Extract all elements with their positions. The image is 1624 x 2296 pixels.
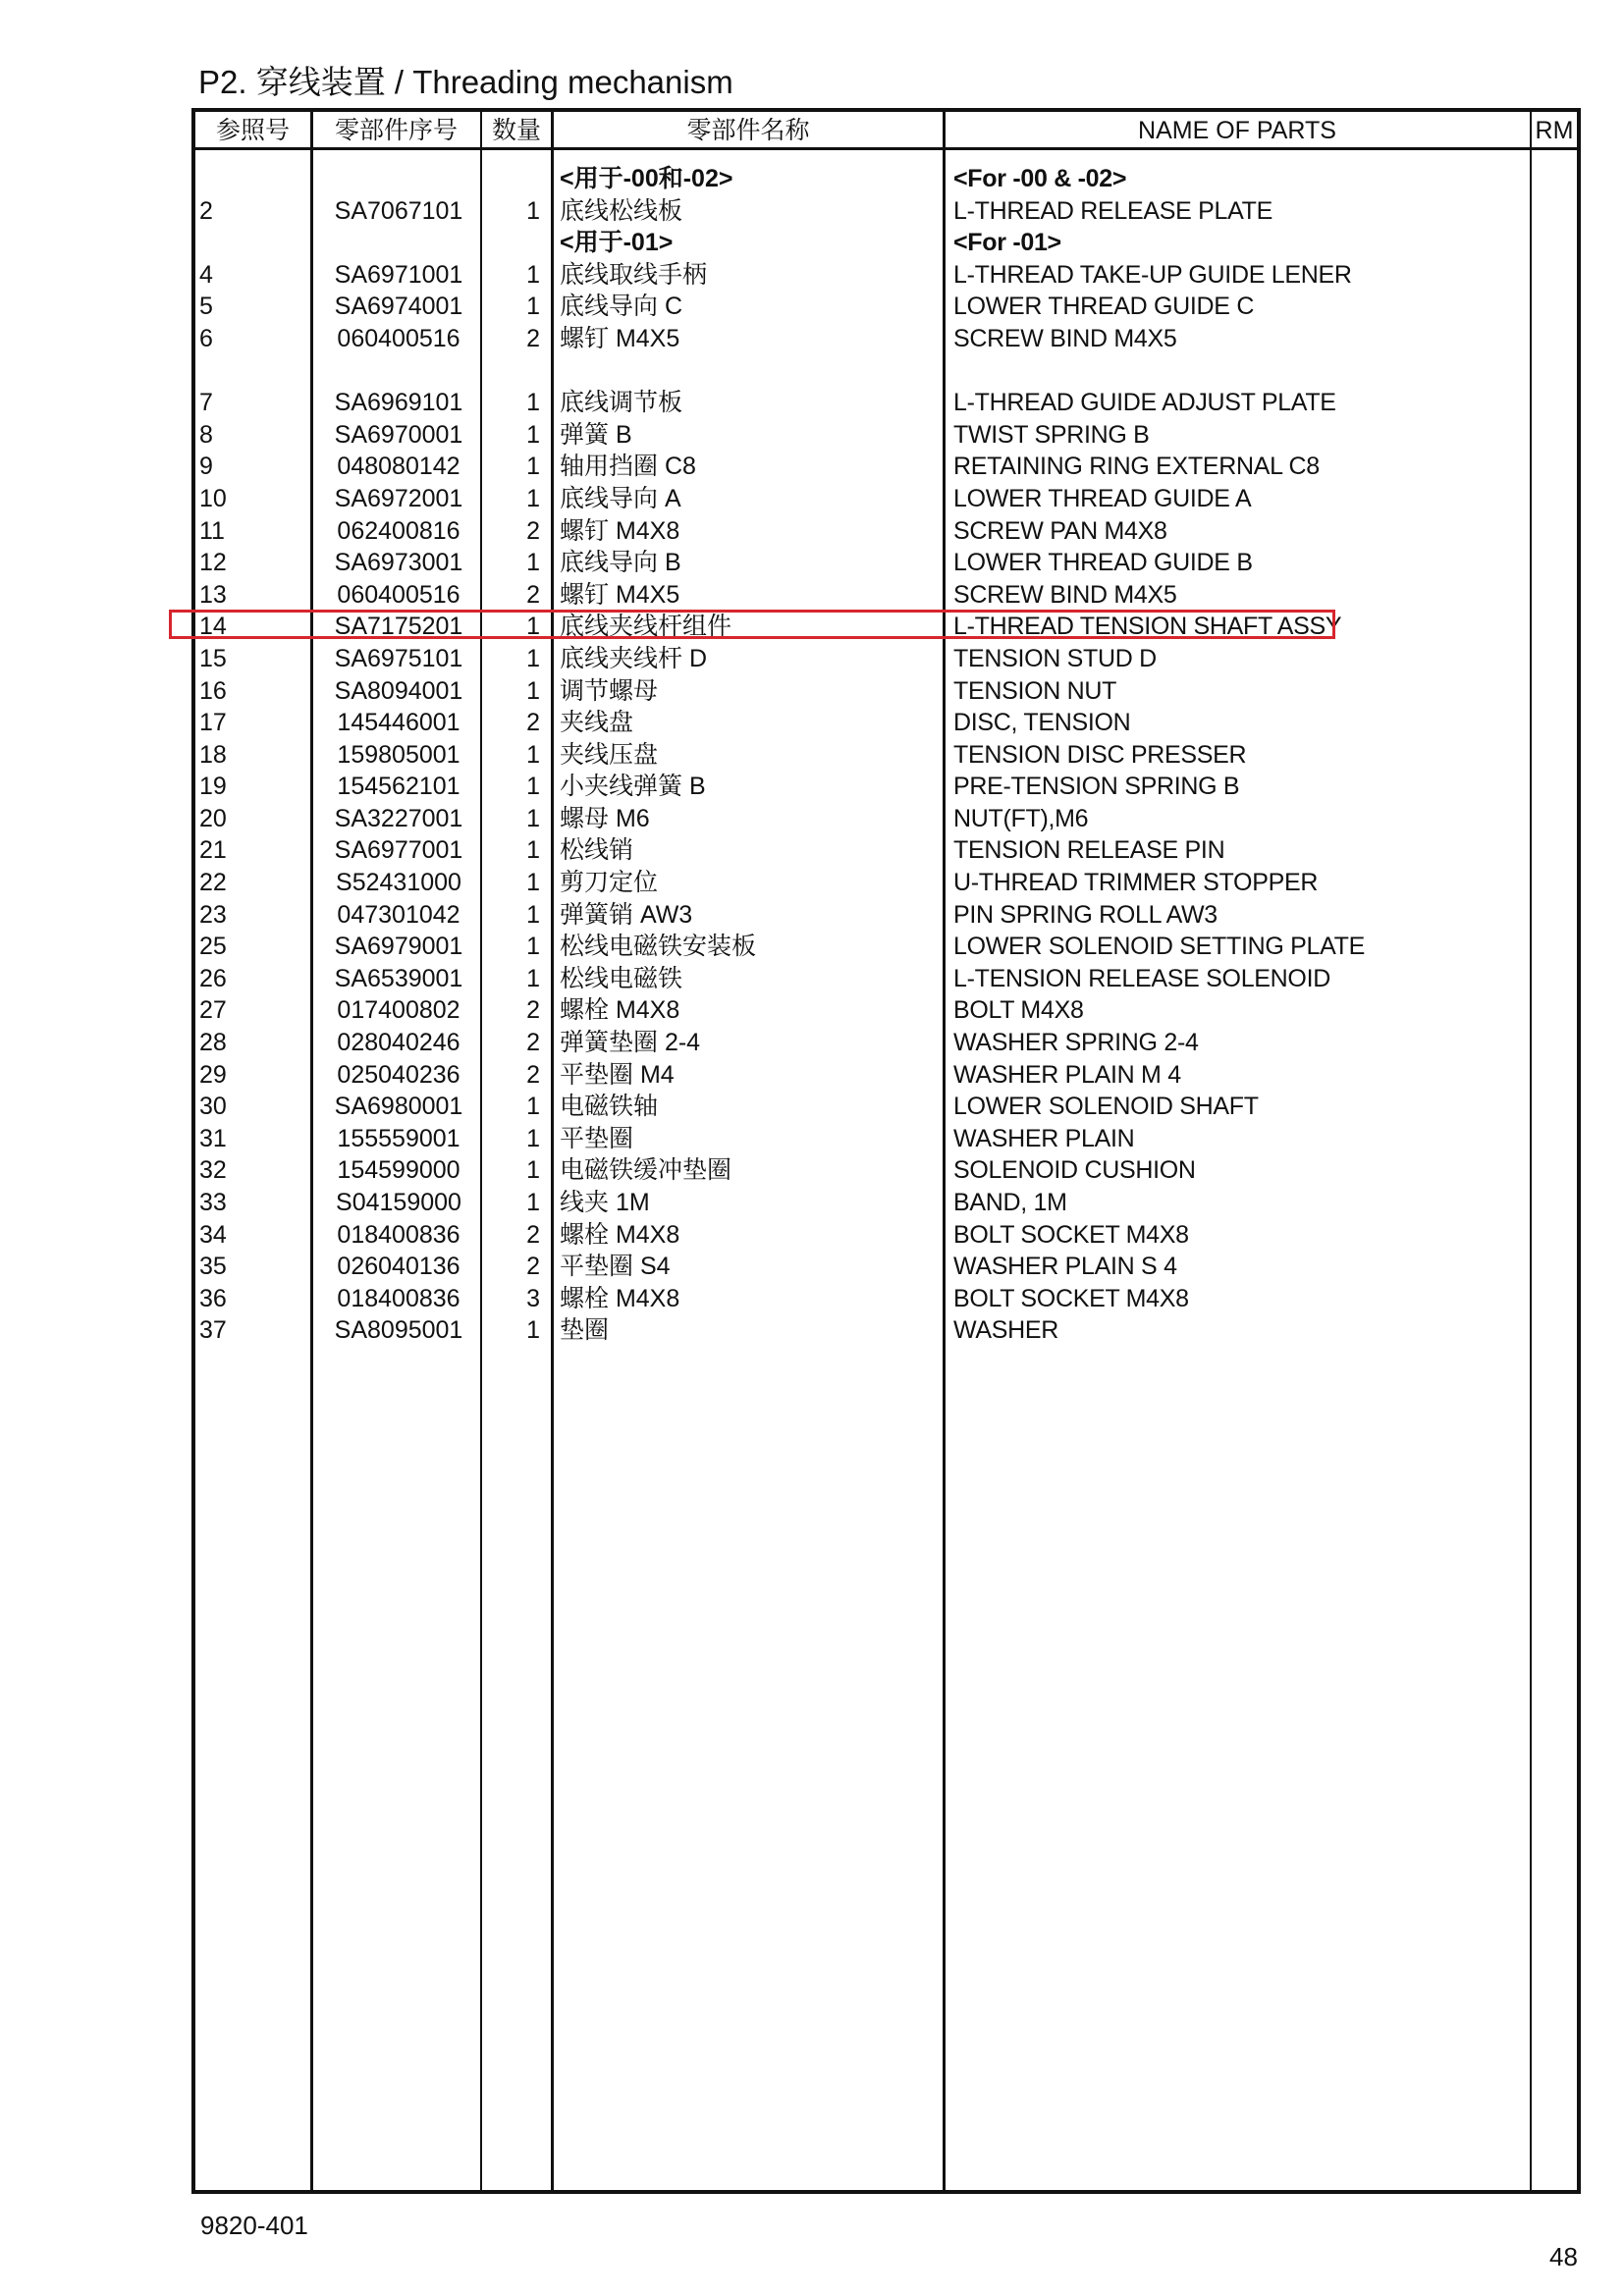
cell-qty: 1	[526, 484, 540, 512]
cell-name-en: PRE-TENSION SPRING B	[953, 773, 1240, 801]
cell-name-en: L-THREAD GUIDE ADJUST PLATE	[953, 389, 1336, 417]
cell-part-no: SA3227001	[334, 804, 463, 832]
cell-name-cn: 平垫圈 S4	[560, 1253, 671, 1281]
doc-code: 9820-401	[200, 2211, 308, 2240]
cell-ref: 17	[199, 709, 227, 737]
cell-part-no: 155559001	[337, 1124, 460, 1152]
cell-part-no: SA6972001	[334, 484, 463, 512]
cell-ref: 25	[199, 933, 227, 961]
table-row	[195, 515, 1577, 548]
cell-name-en: LOWER THREAD GUIDE B	[953, 549, 1253, 577]
cell-name-en: WASHER	[953, 1316, 1059, 1345]
cell-name-cn: 调节螺母	[560, 676, 659, 705]
cell-name-cn: 平垫圈 M4	[560, 1060, 675, 1089]
cell-ref: 21	[199, 836, 227, 865]
cell-part-no: SA6970001	[334, 420, 463, 449]
cell-ref: 10	[199, 484, 227, 512]
cell-ref: 34	[199, 1220, 227, 1249]
cell-name-en: WASHER PLAIN	[953, 1124, 1135, 1152]
cell-qty: 1	[526, 676, 540, 705]
cell-name-cn: 垫圈	[560, 1316, 610, 1345]
cell-name-en: SCREW BIND M4X5	[953, 580, 1177, 609]
cell-name-en: LOWER THREAD GUIDE C	[953, 293, 1255, 321]
cell-qty: 1	[526, 964, 540, 992]
cell-part-no: SA6975101	[334, 644, 463, 672]
cell-part-no: 026040136	[337, 1253, 460, 1281]
cell-name-en: WASHER SPRING 2-4	[953, 1029, 1199, 1057]
cell-name-en: LOWER SOLENOID SETTING PLATE	[953, 933, 1365, 961]
table-row	[195, 1219, 1577, 1252]
cell-ref: 29	[199, 1060, 227, 1089]
cell-ref: 7	[199, 389, 213, 417]
table-row	[195, 547, 1577, 579]
table-row	[195, 1251, 1577, 1283]
table-body	[195, 163, 1577, 1347]
cell-name-cn: 底线夹线杆组件	[560, 613, 732, 641]
cell-part-no: SA8095001	[334, 1316, 463, 1345]
cell-name-en: RETAINING RING EXTERNAL C8	[953, 453, 1320, 481]
table-row	[195, 963, 1577, 995]
table-row	[195, 1314, 1577, 1347]
cell-name-cn: 弹簧垫圈 2-4	[560, 1029, 701, 1057]
table-row	[195, 899, 1577, 932]
cell-name-cn: 螺母 M6	[560, 804, 650, 832]
table-row	[195, 803, 1577, 835]
cell-name-cn: 底线松线板	[560, 196, 683, 225]
cell-ref: 32	[199, 1156, 227, 1185]
cell-qty: 2	[526, 1253, 540, 1281]
page-number: 48	[1549, 2242, 1578, 2271]
cell-part-no: SA6539001	[334, 964, 463, 992]
cell-part-no: 025040236	[337, 1060, 460, 1089]
cell-qty: 2	[526, 996, 540, 1025]
table-row	[195, 483, 1577, 515]
table-row	[195, 1154, 1577, 1187]
table-row	[195, 834, 1577, 867]
cell-name-cn: 底线夹线杆 D	[560, 644, 708, 672]
table-row	[195, 643, 1577, 675]
cell-qty: 3	[526, 1284, 540, 1312]
cell-part-no: 028040246	[337, 1029, 460, 1057]
cell-part-no: 154599000	[337, 1156, 460, 1185]
cell-ref: 22	[199, 869, 227, 897]
cell-name-en: TENSION DISC PRESSER	[953, 740, 1247, 769]
cell-name-cn: 小夹线弹簧 B	[560, 773, 706, 801]
cell-name-en: U-THREAD TRIMMER STOPPER	[953, 869, 1319, 897]
header-qty: 数量	[491, 117, 541, 144]
cell-name-en: SCREW PAN M4X8	[953, 516, 1167, 545]
cell-name-en: WASHER PLAIN S 4	[953, 1253, 1177, 1281]
cell-part-no: S04159000	[336, 1189, 461, 1216]
cell-name-en: L-THREAD TAKE-UP GUIDE LENER	[953, 260, 1352, 289]
cell-part-no: SA7175201	[334, 613, 463, 641]
cell-part-no: 060400516	[337, 324, 460, 352]
cell-part-no: SA6974001	[334, 293, 463, 321]
cell-qty: 2	[526, 709, 540, 737]
cell-ref: 18	[199, 740, 227, 769]
cell-name-en: SOLENOID CUSHION	[953, 1156, 1196, 1185]
parts-table	[191, 108, 1581, 2194]
cell-ref: 6	[199, 324, 213, 352]
cell-part-no: SA6973001	[334, 549, 463, 577]
table-row	[195, 419, 1577, 452]
cell-qty: 1	[526, 1156, 540, 1185]
cell-name-cn: 螺钉 M4X5	[560, 324, 680, 352]
cell-ref: 28	[199, 1029, 227, 1057]
cell-name-cn: 螺栓 M4X8	[560, 1284, 680, 1312]
table-row	[195, 291, 1577, 323]
cell-name-cn: 底线导向 C	[560, 293, 683, 321]
table-row	[195, 994, 1577, 1027]
cell-qty: 1	[526, 293, 540, 321]
table-row	[195, 931, 1577, 963]
cell-name-en: TWIST SPRING B	[953, 420, 1150, 449]
cell-qty: 1	[526, 740, 540, 769]
cell-name-en: <For -01>	[953, 229, 1061, 257]
cell-name-cn: 夹线盘	[560, 709, 634, 737]
cell-qty: 2	[526, 1220, 540, 1249]
table-row	[195, 1123, 1577, 1155]
cell-name-en: BOLT SOCKET M4X8	[953, 1284, 1189, 1312]
cell-name-en: LOWER SOLENOID SHAFT	[953, 1093, 1259, 1121]
table-row	[195, 771, 1577, 803]
cell-qty: 1	[526, 1093, 540, 1121]
cell-ref: 31	[199, 1124, 227, 1152]
cell-name-en: DISC, TENSION	[953, 709, 1131, 737]
cell-ref: 13	[199, 580, 227, 609]
table-row	[195, 323, 1577, 355]
cell-name-cn: 弹簧 B	[560, 420, 632, 449]
cell-ref: 30	[199, 1093, 227, 1121]
table-row	[195, 1187, 1577, 1219]
cell-name-cn: 螺钉 M4X5	[560, 580, 680, 609]
cell-name-cn: 松线电磁铁	[560, 964, 683, 992]
cell-ref: 37	[199, 1316, 227, 1345]
cell-name-en: SCREW BIND M4X5	[953, 324, 1177, 352]
cell-qty: 1	[526, 453, 540, 481]
table-row	[195, 163, 1577, 195]
cell-qty: 1	[526, 869, 540, 897]
cell-qty: 2	[526, 580, 540, 609]
table-row	[195, 1091, 1577, 1123]
table-row	[195, 387, 1577, 419]
cell-qty: 2	[526, 324, 540, 352]
cell-name-en: WASHER PLAIN M 4	[953, 1060, 1181, 1089]
cell-qty: 1	[526, 644, 540, 672]
header-rm: RM	[1535, 117, 1574, 144]
cell-qty: 1	[526, 773, 540, 801]
table-row	[195, 675, 1577, 708]
cell-name-en: BOLT M4X8	[953, 996, 1084, 1025]
cell-part-no: 018400836	[337, 1284, 460, 1312]
cell-part-no: 154562101	[337, 773, 460, 801]
cell-qty: 1	[526, 260, 540, 289]
cell-name-en: L-TENSION RELEASE SOLENOID	[953, 964, 1330, 992]
table-row	[195, 1027, 1577, 1059]
cell-name-en: TENSION NUT	[953, 676, 1117, 705]
cell-ref: 8	[199, 420, 213, 449]
cell-name-en: NUT(FT),M6	[953, 804, 1089, 832]
cell-qty: 1	[526, 836, 540, 865]
cell-name-en: BOLT SOCKET M4X8	[953, 1220, 1189, 1249]
cell-part-no: SA6979001	[334, 933, 463, 961]
cell-ref: 20	[199, 804, 227, 832]
cell-part-no: 017400802	[337, 996, 460, 1025]
cell-qty: 2	[526, 516, 540, 545]
table-row	[195, 355, 1577, 388]
table-row	[195, 227, 1577, 259]
cell-name-cn: 底线导向 A	[560, 484, 681, 512]
header-ref: 参照号	[215, 117, 290, 144]
table-row	[195, 579, 1577, 612]
highlight-box	[169, 610, 1335, 639]
cell-name-cn: <用于-00和-02>	[560, 165, 733, 192]
header-divider	[195, 147, 1577, 150]
cell-part-no: 159805001	[337, 740, 460, 769]
cell-ref: 33	[199, 1189, 227, 1216]
cell-part-no: 048080142	[337, 453, 460, 481]
cell-name-cn: 底线导向 B	[560, 549, 681, 577]
cell-qty: 1	[526, 1124, 540, 1152]
cell-ref: 36	[199, 1284, 227, 1312]
cell-part-no: 145446001	[337, 709, 460, 737]
cell-name-en: L-THREAD RELEASE PLATE	[953, 196, 1272, 225]
cell-part-no: SA8094001	[334, 676, 463, 705]
cell-ref: 23	[199, 900, 227, 929]
cell-ref: 26	[199, 964, 227, 992]
table-row	[195, 707, 1577, 739]
cell-part-no: 047301042	[337, 900, 460, 929]
cell-ref: 16	[199, 676, 227, 705]
cell-ref: 2	[199, 196, 213, 225]
cell-part-no: 062400816	[337, 516, 460, 545]
cell-ref: 9	[199, 453, 213, 481]
cell-qty: 1	[526, 804, 540, 832]
cell-qty: 2	[526, 1029, 540, 1057]
cell-part-no: SA6971001	[334, 260, 463, 289]
cell-name-en: LOWER THREAD GUIDE A	[953, 484, 1252, 512]
cell-part-no: 060400516	[337, 580, 460, 609]
cell-name-cn: 底线取线手柄	[560, 260, 708, 289]
cell-qty: 1	[526, 900, 540, 929]
table-row	[195, 867, 1577, 899]
header-name-cn: 零部件名称	[686, 117, 810, 144]
cell-qty: 1	[526, 1189, 540, 1216]
header-name-en: NAME OF PARTS	[1138, 117, 1336, 144]
header-part-no: 零部件序号	[334, 117, 458, 144]
cell-qty: 1	[526, 420, 540, 449]
cell-name-cn: 弹簧销 AW3	[560, 900, 693, 929]
cell-part-no: SA6980001	[334, 1093, 463, 1121]
cell-part-no: SA6977001	[334, 836, 463, 865]
cell-name-en: L-THREAD TENSION SHAFT ASSY	[953, 613, 1342, 641]
cell-name-cn: 平垫圈	[560, 1124, 634, 1152]
cell-ref: 15	[199, 644, 227, 672]
cell-name-en: TENSION STUD D	[953, 644, 1157, 672]
cell-qty: 1	[526, 196, 540, 225]
cell-name-cn: <用于-01>	[560, 229, 674, 257]
cell-qty: 1	[526, 1316, 540, 1345]
cell-ref: 11	[199, 516, 225, 545]
cell-name-cn: 电磁铁缓冲垫圈	[560, 1156, 732, 1185]
cell-ref: 35	[199, 1253, 227, 1281]
cell-name-cn: 线夹 1M	[560, 1189, 650, 1216]
cell-name-cn: 剪刀定位	[560, 869, 659, 897]
cell-name-en: PIN SPRING ROLL AW3	[953, 900, 1218, 929]
cell-ref: 14	[199, 613, 227, 641]
cell-ref: 27	[199, 996, 227, 1025]
page-title: P2. 穿线装置 / Threading mechanism	[198, 64, 733, 100]
cell-name-cn: 螺栓 M4X8	[560, 1220, 680, 1249]
table-row	[195, 1059, 1577, 1092]
cell-qty: 1	[526, 933, 540, 961]
table-row	[195, 195, 1577, 228]
table-row	[195, 259, 1577, 292]
cell-qty: 2	[526, 1060, 540, 1089]
cell-name-cn: 底线调节板	[560, 389, 683, 417]
cell-name-en: BAND, 1M	[953, 1189, 1067, 1216]
table-row	[195, 1283, 1577, 1315]
cell-name-cn: 夹线压盘	[560, 740, 659, 769]
table-row	[195, 739, 1577, 772]
cell-name-cn: 松线销	[560, 836, 634, 865]
cell-name-cn: 轴用挡圈 C8	[560, 453, 696, 481]
cell-part-no: SA6969101	[334, 389, 463, 417]
cell-name-cn: 螺栓 M4X8	[560, 996, 680, 1025]
cell-name-cn: 松线电磁铁安装板	[560, 933, 757, 961]
cell-ref: 19	[199, 773, 227, 801]
cell-part-no: SA7067101	[334, 196, 463, 225]
cell-ref: 4	[199, 260, 213, 289]
cell-qty: 1	[526, 389, 540, 417]
cell-part-no: S52431000	[336, 869, 461, 897]
cell-qty: 1	[526, 549, 540, 577]
cell-ref: 5	[199, 293, 213, 321]
cell-name-en: TENSION RELEASE PIN	[953, 836, 1225, 865]
cell-name-en: <For -00 & -02>	[953, 165, 1127, 192]
cell-name-cn: 电磁铁轴	[560, 1093, 659, 1121]
cell-qty: 1	[526, 613, 540, 641]
table-row	[195, 451, 1577, 483]
cell-name-cn: 螺钉 M4X8	[560, 516, 680, 545]
cell-ref: 12	[199, 549, 227, 577]
cell-part-no: 018400836	[337, 1220, 460, 1249]
